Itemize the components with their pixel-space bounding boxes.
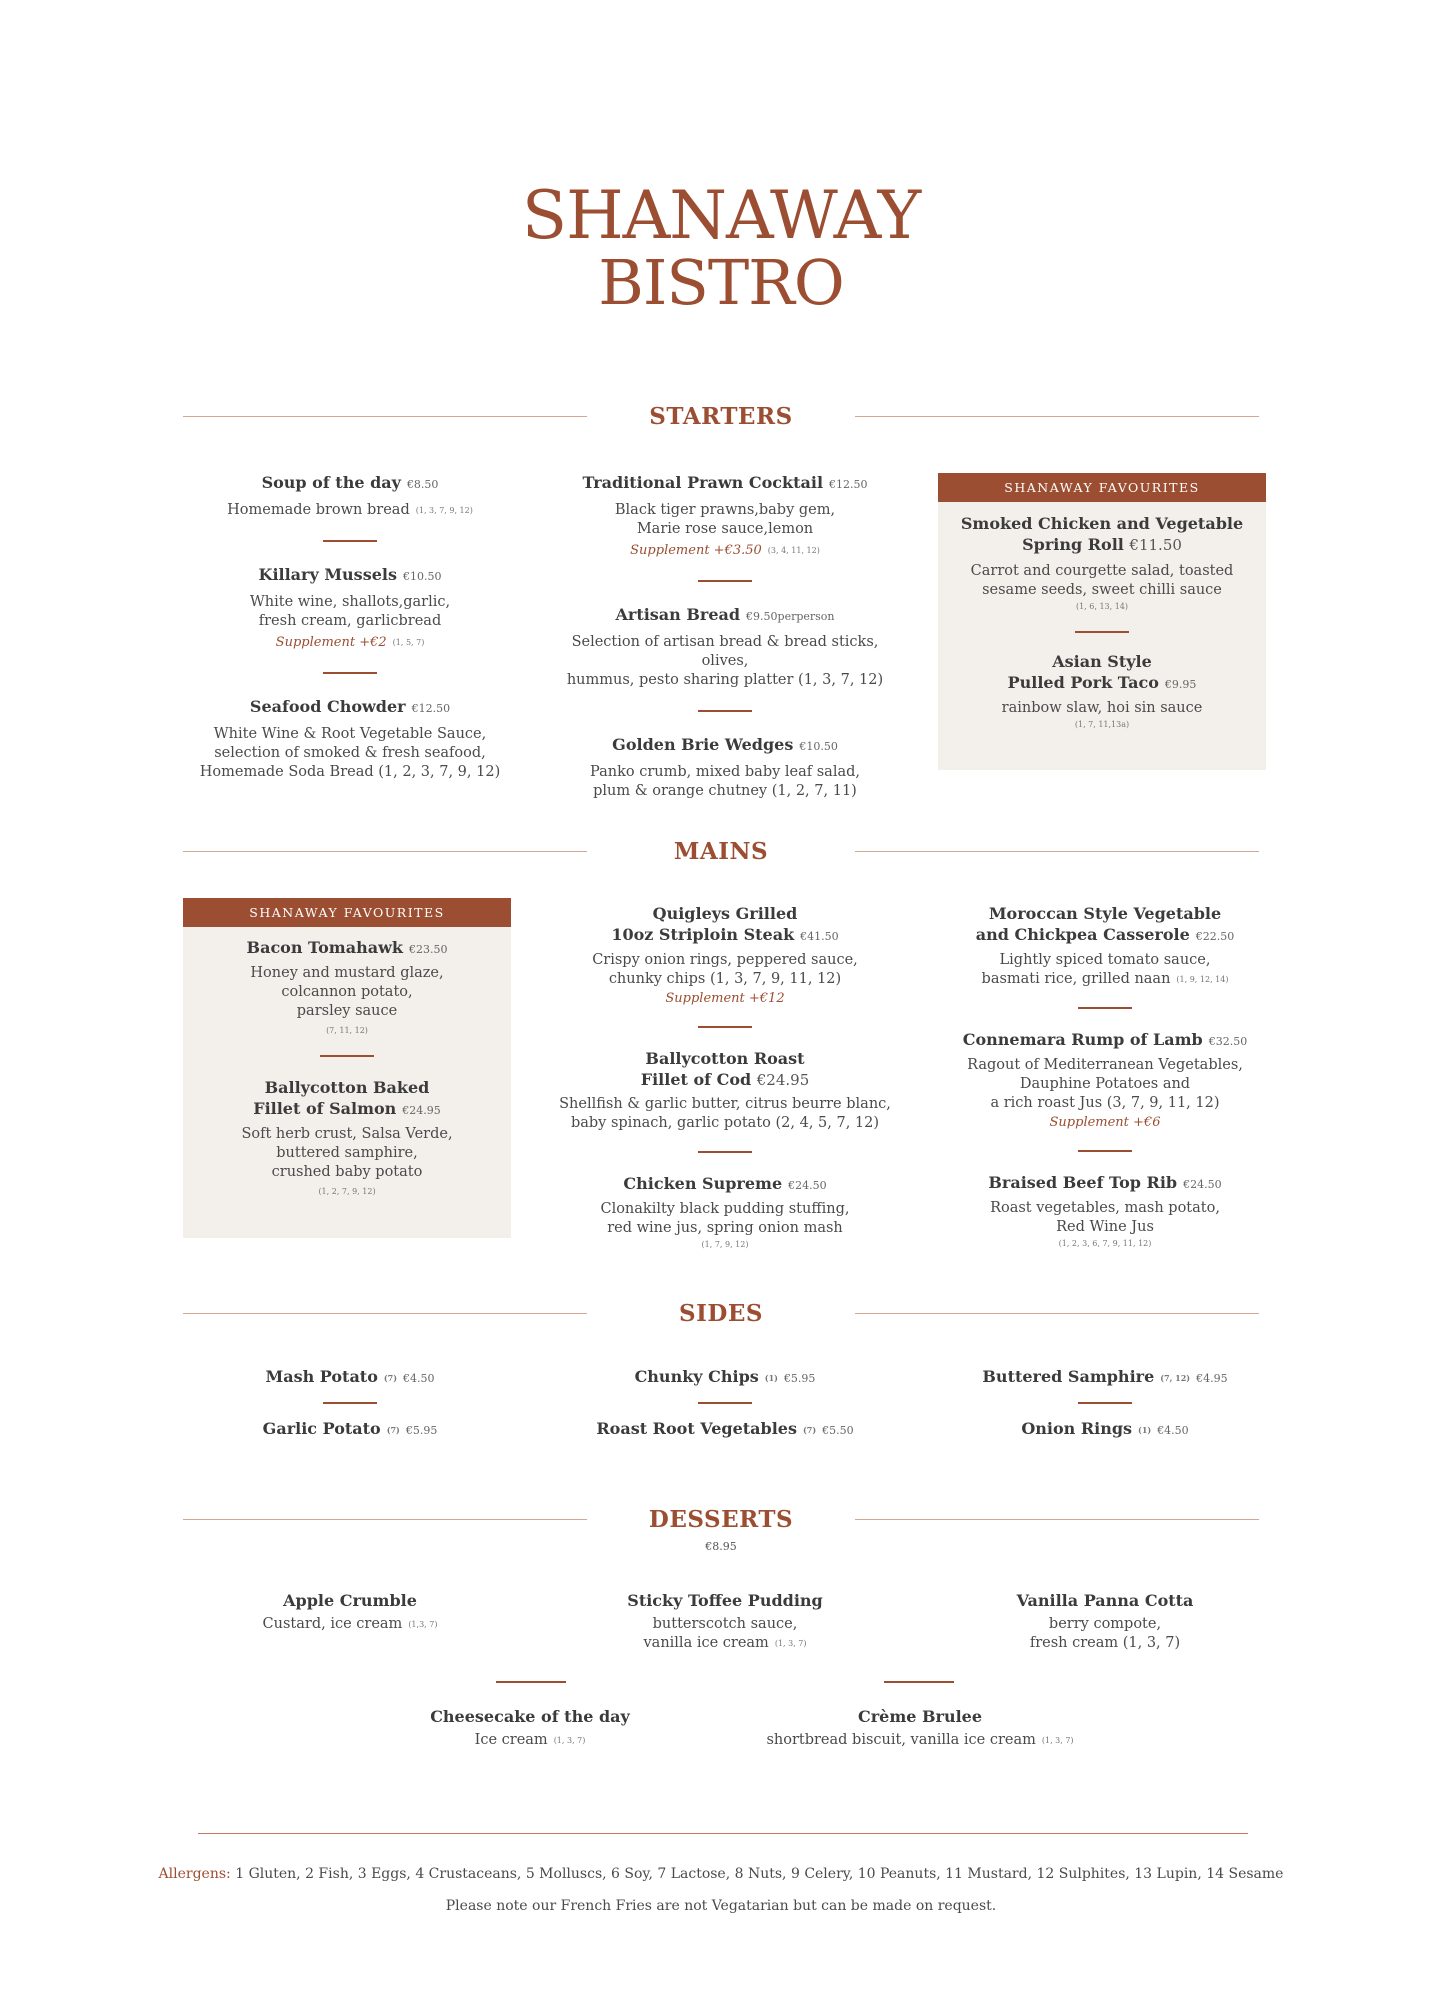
item-divider (698, 1151, 752, 1153)
item-desc: Roast vegetables, mash potato, (990, 1200, 1220, 1216)
item-name: Vanilla Panna Cotta (1016, 1591, 1194, 1610)
desserts-price: €8.95 (705, 1540, 737, 1553)
dessert-item (370, 1706, 690, 1750)
item-desc: basmati rice, grilled naan (981, 971, 1171, 987)
logo-line-1: SHANAWAY (521, 177, 921, 254)
favourites-label: SHANAWAY FAVOURITES (938, 473, 1266, 502)
item-price: €8.50 (406, 478, 439, 491)
item-name: Pulled Pork Taco (1007, 673, 1159, 692)
item-price: €22.50 (1195, 930, 1235, 943)
item-price: €10.50 (799, 740, 838, 753)
item-name: Quigleys Grilled (652, 904, 798, 923)
item-price: €12.50 (411, 702, 451, 715)
starters-heading: STARTERS (649, 403, 793, 430)
item-price: €9.95 (1164, 678, 1197, 691)
item-price: €5.50 (822, 1424, 854, 1437)
item-supplement: Supplement +€2 (275, 635, 387, 650)
item-desc: Dauphine Potatoes and (1019, 1076, 1191, 1092)
item-desc: a rich roast Jus (3, 7, 9, 11, 12) (990, 1095, 1220, 1111)
allergens-text: 1 Gluten, 2 Fish, 3 Eggs, 4 Crustaceans, 5 Molluscs, 6 Soy, 7 Lactose, 8 Nuts, 9 Celery, 10 Peanuts, 11 Mustard, 12 Sulphites, 13 Lupin, 14 Sesame (230, 1866, 1284, 1882)
item-price: €5.95 (405, 1424, 438, 1437)
item-allergens: (1, 2, 3, 6, 7, 9, 11, 12) (1058, 1239, 1152, 1248)
item-name: Golden Brie Wedges (612, 735, 794, 754)
item-desc: Custard, ice cream (262, 1616, 403, 1632)
item-price: €5.95 (783, 1372, 816, 1385)
menu-item (555, 903, 895, 1008)
item-price: €9.50perperson (746, 610, 835, 623)
item-desc: vanilla ice cream (643, 1635, 769, 1651)
item-desc: butterscotch sauce, (652, 1616, 798, 1632)
side-item (935, 1418, 1275, 1441)
item-price: €32.50 (1208, 1035, 1248, 1048)
item-desc: baby spinach, garlic potato (2, 4, 5, 7, 12) (570, 1115, 880, 1131)
item-allergens: (1, 2, 7, 9, 12) (318, 1187, 376, 1196)
sides-column-2 (555, 1366, 895, 1441)
allergens-label: Allergens: (158, 1866, 231, 1882)
item-supplement: Supplement +€3.50 (630, 543, 762, 558)
item-name: Moroccan Style Vegetable (988, 904, 1222, 923)
item-desc: Panko crumb, mixed baby leaf salad, (590, 764, 860, 780)
menu-item (938, 651, 1266, 731)
sides-column-1 (190, 1366, 510, 1441)
side-item (555, 1418, 895, 1441)
item-desc: Carrot and courgette salad, toasted (970, 563, 1234, 579)
item-desc: Marie rose sauce,lemon (636, 521, 814, 537)
item-allergens: (1) (764, 1373, 778, 1383)
item-desc: colcannon potato, (281, 984, 413, 1000)
allergens-legend (0, 1866, 1442, 1882)
side-item (555, 1366, 895, 1389)
item-allergens: (1, 3, 7, 9, 12) (415, 506, 473, 515)
fries-note: Please note our French Fries are not Vegatarian but can be made on request. (445, 1898, 997, 1914)
dessert-item (555, 1590, 895, 1653)
dessert-item (935, 1590, 1275, 1653)
item-divider (320, 1055, 374, 1057)
mains-heading: MAINS (673, 838, 769, 865)
item-allergens: (1, 3, 7) (553, 1736, 586, 1745)
sides-column-3 (935, 1366, 1275, 1441)
menu-item (555, 1048, 895, 1133)
item-price: €24.95 (402, 1104, 441, 1117)
item-name: Connemara Rump of Lamb (962, 1030, 1203, 1049)
item-name: Bacon Tomahawk (246, 938, 403, 957)
item-allergens: (1,3, 7) (408, 1620, 438, 1629)
item-desc: selection of smoked & fresh seafood, (214, 745, 486, 761)
item-name: Cheesecake of the day (430, 1707, 630, 1726)
item-name: Fillet of Salmon (253, 1099, 397, 1118)
item-desc: berry compote, (1048, 1616, 1162, 1632)
item-allergens: (1, 7, 9, 12) (701, 1240, 749, 1249)
item-divider (1078, 1150, 1132, 1152)
item-name: Asian Style (1052, 652, 1152, 671)
item-name: Ballycotton Baked (264, 1078, 430, 1097)
side-item (190, 1366, 510, 1389)
favourites-box (183, 898, 511, 1238)
item-desc: Selection of artisan bread & bread sticks, olives, (571, 634, 879, 669)
item-allergens: (7) (386, 1425, 400, 1435)
item-allergens: (1, 9, 12, 14) (1176, 975, 1229, 984)
menu-item (938, 513, 1266, 613)
menu-item (190, 472, 510, 520)
item-name: Spring Roll (1022, 535, 1124, 554)
item-desc: chunky chips (1, 3, 7, 9, 11, 12) (608, 971, 842, 987)
item-divider (698, 710, 752, 712)
item-desc: Red Wine Jus (1056, 1219, 1154, 1235)
item-desc: Lightly spiced tomato sauce, (999, 952, 1211, 968)
item-divider (698, 1402, 752, 1404)
item-name: Killary Mussels (258, 565, 397, 584)
item-divider (884, 1681, 954, 1683)
item-desc: Clonakilty black pudding stuffing, (600, 1201, 850, 1217)
item-name: Fillet of Cod (640, 1070, 752, 1089)
item-desc: White Wine & Root Vegetable Sauce, (213, 726, 487, 742)
item-desc: White wine, shallots,garlic, (249, 594, 451, 610)
item-divider (1078, 1402, 1132, 1404)
item-desc: red wine jus, spring onion mash (607, 1220, 843, 1236)
side-item (935, 1366, 1275, 1389)
item-divider (496, 1681, 566, 1683)
favourites-list (183, 937, 511, 1198)
item-allergens: (7, 11, 12) (326, 1026, 368, 1035)
item-desc: Honey and mustard glaze, (250, 965, 444, 981)
item-price: €4.50 (403, 1372, 435, 1385)
item-allergens: (1, 5, 7) (392, 638, 425, 647)
item-divider (323, 672, 377, 674)
footer-divider (198, 1833, 1248, 1834)
menu-item (935, 903, 1275, 989)
favourites-label: SHANAWAY FAVOURITES (183, 898, 511, 927)
item-name: Artisan Bread (615, 605, 741, 624)
item-desc: Ragout of Mediterranean Vegetables, (967, 1057, 1243, 1073)
item-allergens: (7, 12) (1160, 1373, 1191, 1383)
item-name: Braised Beef Top Rib (988, 1173, 1178, 1192)
item-divider (698, 1026, 752, 1028)
item-allergens: (1) (1138, 1425, 1152, 1435)
item-name: Crème Brulee (857, 1707, 983, 1726)
item-desc: Homemade Soda Bread (1, 2, 3, 7, 9, 12) (199, 764, 501, 780)
item-price: €24.50 (1183, 1178, 1222, 1191)
desserts-heading: DESSERTS (648, 1506, 794, 1533)
mains-column-2 (555, 903, 895, 1251)
item-name: Onion Rings (1021, 1419, 1133, 1438)
item-name: Garlic Potato (262, 1419, 381, 1438)
item-price: €4.50 (1157, 1424, 1189, 1437)
item-name: Buttered Samphire (982, 1367, 1155, 1386)
item-price: €23.50 (408, 943, 448, 956)
starters-column-2 (555, 472, 895, 801)
menu-item (183, 1077, 511, 1198)
item-desc: rainbow slaw, hoi sin sauce (1001, 700, 1203, 716)
item-price: €10.50 (402, 570, 442, 583)
starters-column-1 (190, 472, 510, 782)
dessert-item (740, 1706, 1100, 1750)
item-allergens: (7) (383, 1373, 398, 1383)
menu-item (190, 696, 510, 782)
item-name: Ballycotton Roast (645, 1049, 805, 1068)
item-desc: Soft herb crust, Salsa Verde, (241, 1126, 453, 1142)
favourites-box (938, 473, 1266, 770)
item-price: €12.50 (829, 478, 868, 491)
item-name: 10oz Striploin Steak (611, 925, 795, 944)
item-allergens: (1, 3, 7) (1041, 1736, 1074, 1745)
menu-item (555, 1173, 895, 1251)
item-desc: parsley sauce (296, 1003, 398, 1019)
menu-item (555, 604, 895, 690)
item-desc: hummus, pesto sharing platter (1, 3, 7, 12) (566, 672, 884, 688)
item-price: €24.50 (788, 1179, 827, 1192)
item-desc: Homemade brown bread (227, 502, 410, 518)
menu-item (555, 472, 895, 560)
item-divider (1075, 631, 1129, 633)
item-allergens: (1, 7, 11,13a) (1074, 720, 1130, 729)
item-price: €41.50 (800, 930, 839, 943)
item-desc: Shellfish & garlic butter, citrus beurre blanc, (559, 1096, 891, 1112)
item-name: Seafood Chowder (249, 697, 406, 716)
item-allergens: (1, 3, 7) (774, 1639, 807, 1648)
item-desc: sesame seeds, sweet chilli sauce (982, 582, 1222, 598)
item-supplement: Supplement +€12 (665, 991, 785, 1006)
item-divider (323, 1402, 377, 1404)
item-name: Smoked Chicken and Vegetable (960, 514, 1244, 533)
item-price: €24.95 (756, 1071, 810, 1089)
dessert-item (190, 1590, 510, 1634)
item-desc: Black tiger prawns,baby gem, (614, 502, 836, 518)
item-divider (1078, 1007, 1132, 1009)
mains-column-3 (935, 903, 1275, 1250)
item-name: Traditional Prawn Cocktail (582, 473, 824, 492)
item-desc: crushed baby potato (271, 1164, 423, 1180)
menu-item (555, 734, 895, 801)
logo-line-2: BISTRO (598, 246, 844, 319)
item-desc: shortbread biscuit, vanilla ice cream (766, 1732, 1036, 1748)
item-desc: Ice cream (474, 1732, 548, 1748)
item-desc: Crispy onion rings, peppered sauce, (592, 952, 858, 968)
menu-item (190, 564, 510, 652)
item-desc: plum & orange chutney (1, 2, 7, 11) (593, 783, 857, 799)
item-allergens: (1, 6, 13, 14) (1075, 602, 1129, 611)
item-name: Roast Root Vegetables (596, 1419, 797, 1438)
item-name: Chunky Chips (634, 1367, 759, 1386)
item-desc: fresh cream (1, 3, 7) (1029, 1635, 1181, 1651)
item-desc: buttered samphire, (276, 1145, 418, 1161)
item-name: Soup of the day (261, 473, 401, 492)
item-price: €11.50 (1129, 536, 1182, 554)
item-name: Sticky Toffee Pudding (627, 1591, 823, 1610)
item-name: and Chickpea Casserole (975, 925, 1190, 944)
favourites-list (938, 513, 1266, 731)
item-name: Mash Potato (265, 1367, 378, 1386)
menu-item (935, 1029, 1275, 1132)
item-price: €4.95 (1196, 1372, 1228, 1385)
item-supplement: Supplement +€6 (1049, 1115, 1161, 1130)
sides-heading: SIDES (679, 1300, 763, 1327)
item-allergens: (7) (802, 1425, 817, 1435)
menu-item (183, 937, 511, 1037)
item-desc: fresh cream, garlicbread (258, 613, 442, 629)
item-divider (323, 540, 377, 542)
item-divider (698, 580, 752, 582)
item-allergens: (3, 4, 11, 12) (767, 546, 820, 555)
side-item (190, 1418, 510, 1441)
menu-item (935, 1172, 1275, 1250)
item-name: Chicken Supreme (623, 1174, 783, 1193)
item-name: Apple Crumble (283, 1591, 417, 1610)
